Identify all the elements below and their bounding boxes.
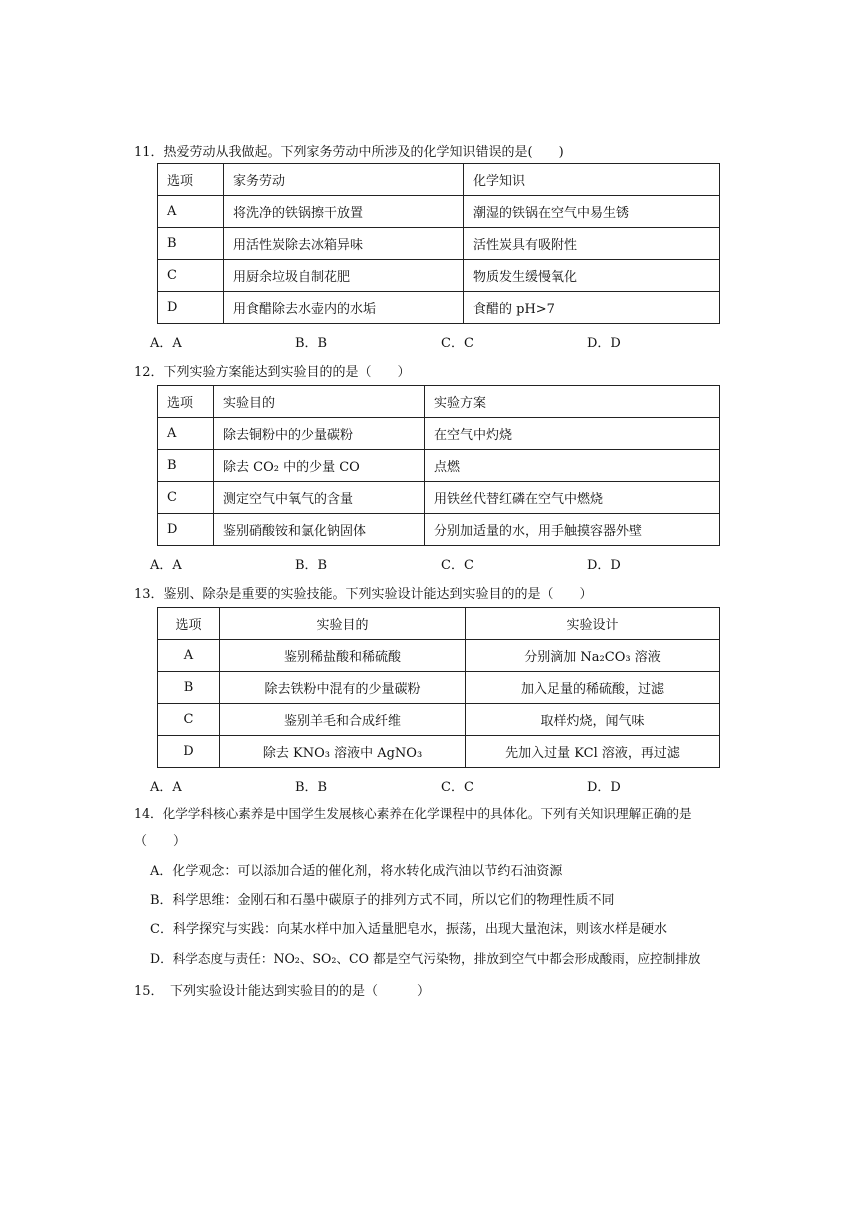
question-12-stem: 12．下列实验方案能达到实验目的的是（ ） xyxy=(134,365,411,380)
option-d[interactable]: D．D xyxy=(587,558,621,573)
table-header-cell: 实验目的 xyxy=(220,608,466,640)
table-cell: 除去铜粉中的少量碳粉 xyxy=(214,418,425,450)
table-cell: C xyxy=(158,482,214,514)
table-cell: 将洗净的铁锅擦干放置 xyxy=(224,196,464,228)
table-cell: 先加入过量 KCl 溶液，再过滤 xyxy=(466,736,720,768)
question-13-table xyxy=(157,607,720,768)
table-cell: 分别加适量的水，用手触摸容器外壁 xyxy=(425,514,720,546)
question-11-table xyxy=(157,163,720,324)
table-row xyxy=(158,292,720,324)
table-cell: A xyxy=(158,640,220,672)
option-c[interactable]: C．C xyxy=(441,558,474,573)
table-cell: 分别滴加 Na₂CO₃ 溶液 xyxy=(466,640,720,672)
table-cell: 取样灼烧，闻气味 xyxy=(466,704,720,736)
table-cell: 活性炭具有吸附性 xyxy=(464,228,720,260)
table-row xyxy=(158,196,720,228)
question-14-stem-continued: （ ） xyxy=(134,834,187,849)
question-11-options xyxy=(150,332,750,350)
table-cell: A xyxy=(158,418,214,450)
table-cell: A xyxy=(158,196,224,228)
table-cell: 加入足量的稀硫酸，过滤 xyxy=(466,672,720,704)
table-cell: 鉴别硝酸铵和氯化钠固体 xyxy=(214,514,425,546)
option-b[interactable]: B．科学思维：金刚石和石墨中碳原子的排列方式不同，所以它们的物理性质不同 xyxy=(150,893,615,908)
table-header-cell: 实验目的 xyxy=(214,386,425,418)
table-cell: 鉴别羊毛和合成纤维 xyxy=(220,704,466,736)
table-row xyxy=(158,672,720,704)
question-11-stem: 11．热爱劳动从我做起。下列家务劳动中所涉及的化学知识错误的是( ) xyxy=(134,145,564,160)
question-12-options xyxy=(150,554,750,572)
table-cell: C xyxy=(158,704,220,736)
option-a[interactable]: A．A xyxy=(150,558,182,573)
table-cell: 除去 KNO₃ 溶液中 AgNO₃ xyxy=(220,736,466,768)
option-b[interactable]: B．B xyxy=(295,780,328,795)
table-cell: 鉴别稀盐酸和稀硫酸 xyxy=(220,640,466,672)
question-15-stem: 15． 下列实验设计能达到实验目的的是（ ） xyxy=(134,984,431,999)
question-12-table xyxy=(157,385,720,546)
table-cell: 测定空气中氧气的含量 xyxy=(214,482,425,514)
table-cell: B xyxy=(158,450,214,482)
table-cell: 除去 CO₂ 中的少量 CO xyxy=(214,450,425,482)
table-header-cell: 实验方案 xyxy=(425,386,720,418)
option-c[interactable]: C．C xyxy=(441,780,474,795)
table-cell: 物质发生缓慢氧化 xyxy=(464,260,720,292)
table-cell: D xyxy=(158,736,220,768)
option-c[interactable]: C．科学探究与实践：向某水样中加入适量肥皂水，振荡，出现大量泡沫，则该水样是硬水 xyxy=(150,922,667,937)
table-row xyxy=(158,418,720,450)
table-header-row xyxy=(158,164,720,196)
table-cell: 用铁丝代替红磷在空气中燃烧 xyxy=(425,482,720,514)
table-header-cell: 化学知识 xyxy=(464,164,720,196)
option-a[interactable]: A．A xyxy=(150,336,182,351)
option-b[interactable]: B．B xyxy=(295,558,328,573)
question-13-options xyxy=(150,776,750,794)
option-b[interactable]: B．B xyxy=(295,336,328,351)
option-c[interactable]: C．C xyxy=(441,336,474,351)
table-cell: C xyxy=(158,260,224,292)
table-row xyxy=(158,640,720,672)
table-cell: B xyxy=(158,228,224,260)
question-13-stem: 13．鉴别、除杂是重要的实验技能。下列实验设计能达到实验目的的是（ ） xyxy=(134,587,593,602)
table-cell: 在空气中灼烧 xyxy=(425,418,720,450)
option-d[interactable]: D．D xyxy=(587,336,621,351)
table-row xyxy=(158,260,720,292)
table-cell: 用活性炭除去冰箱异味 xyxy=(224,228,464,260)
table-cell: 用厨余垃圾自制花肥 xyxy=(224,260,464,292)
table-cell: D xyxy=(158,514,214,546)
option-a[interactable]: A．A xyxy=(150,780,182,795)
table-row xyxy=(158,482,720,514)
table-row xyxy=(158,228,720,260)
table-header-cell: 实验设计 xyxy=(466,608,720,640)
question-14-stem: 14．化学学科核心素养是中国学生发展核心素养在化学课程中的具体化。下列有关知识理解正确的是 xyxy=(134,806,692,821)
table-row xyxy=(158,704,720,736)
option-a[interactable]: A．化学观念：可以添加合适的催化剂，将水转化成汽油以节约石油资源 xyxy=(150,864,563,879)
table-cell: 潮湿的铁锅在空气中易生锈 xyxy=(464,196,720,228)
table-header-cell: 选项 xyxy=(158,386,214,418)
table-row xyxy=(158,736,720,768)
table-cell: B xyxy=(158,672,220,704)
table-cell: D xyxy=(158,292,224,324)
table-cell: 点燃 xyxy=(425,450,720,482)
option-d[interactable]: D．D xyxy=(587,780,621,795)
table-cell: 用食醋除去水壶内的水垢 xyxy=(224,292,464,324)
table-row xyxy=(158,514,720,546)
table-header-cell: 选项 xyxy=(158,608,220,640)
table-row xyxy=(158,450,720,482)
table-header-cell: 家务劳动 xyxy=(224,164,464,196)
table-header-cell: 选项 xyxy=(158,164,224,196)
option-d[interactable]: D．科学态度与责任：NO₂、SO₂、CO 都是空气污染物，排放到空气中都会形成酸雨，应控制排放 xyxy=(150,951,701,966)
table-cell: 除去铁粉中混有的少量碳粉 xyxy=(220,672,466,704)
table-cell: 食醋的 pH>7 xyxy=(464,292,720,324)
table-header-row xyxy=(158,386,720,418)
table-header-row xyxy=(158,608,720,640)
